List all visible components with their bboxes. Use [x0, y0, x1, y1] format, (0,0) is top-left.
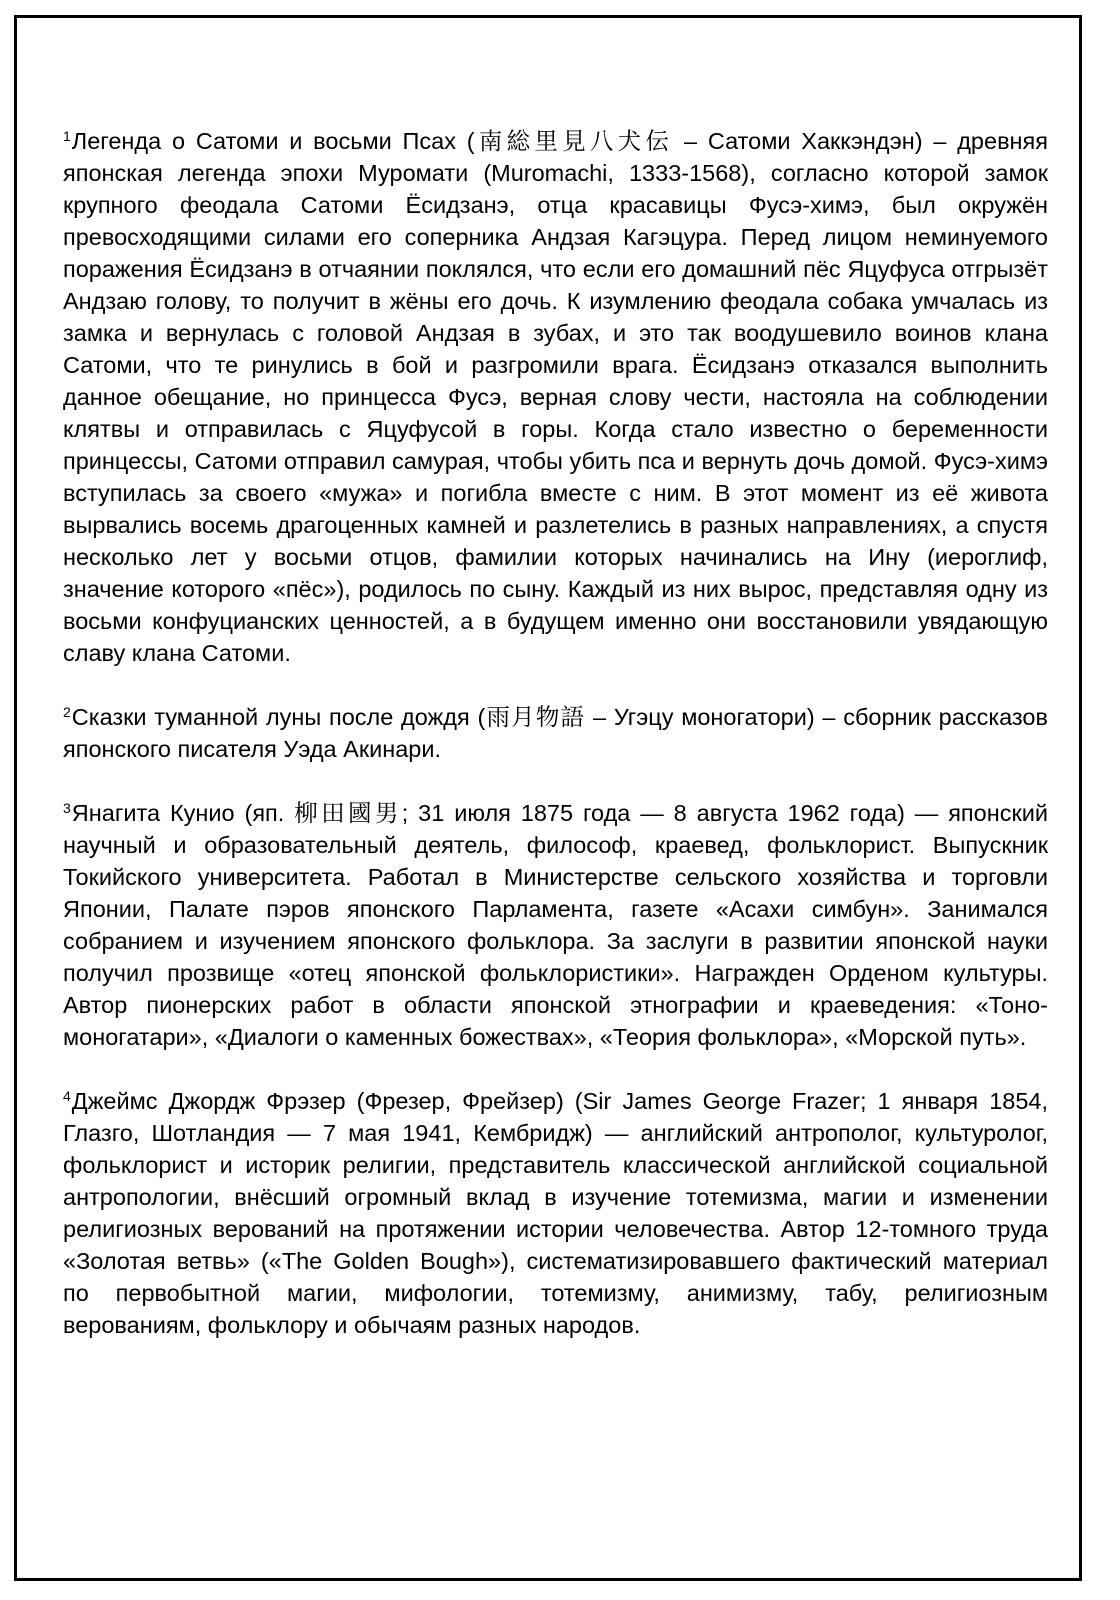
footnotes-section	[63, 125, 1048, 1373]
footnote-4	[63, 1085, 1048, 1341]
footnote-marker: 1	[63, 128, 71, 144]
footnote-text: Джеймс Джордж Фрэзер (Фрезер, Фрейзер) (Sir James George Frazer; 1 января 1854, Глазго, Шотландия — 7 мая 1941, Кембридж) — английский антрополог, культуролог, фольклорист и историк религии, представитель классической английской социальной антропологии, внёсший огромный вклад в изучение тотемизма, магии и изменении религиозных верований на протяжении истории человечества. Автор 12-томного труда «Золотая ветвь» («The Golden Bough»), систематизировавшего фактический материал по первобытной магии, мифологии, тотемизму, анимизму, табу, религиозным верованиям, фольклору и обычаям разных народов.	[63, 1088, 1048, 1338]
footnote-marker: 3	[63, 800, 71, 816]
footnote-text: Сказки туманной луны после дождя (雨月物語 – Угэцу моногатори) – сборник рассказов японского писателя Уэда Акинари.	[63, 704, 1048, 762]
footnote-3	[63, 797, 1048, 1053]
footnote-marker: 2	[63, 704, 71, 720]
footnote-text: Легенда о Сатоми и восьми Псах (南総里見八犬伝 – Сатоми Хаккэндэн) – древняя японская легенда эпохи Муромати (Muromachi, 1333-1568), согласно которой замок крупного феодала Сатоми Ёсидзанэ, отца красавицы Фусэ-химэ, был окружён превосходящими силами его соперника Андзая Кагэцура. Перед лицом неминуемого поражения Ёсидзанэ в отчаянии поклялся, что если его домашний пёс Яцуфуса отгрызёт Андзаю голову, то получит в жёны его дочь. К изумлению феодала собака умчалась из замка и вернулась с головой Андзая в зубах, и это так воодушевило воинов клана Сатоми, что те ринулись в бой и разгромили врага. Ёсидзанэ отказался выполнить данное обещание, но принцесса Фусэ, верная слову чести, настояла на соблюдении клятвы и отправилась с Яцуфусой в горы. Когда стало известно о беременности принцессы, Сатоми отправил самурая, чтобы убить пса и вернуть дочь домой. Фусэ-химэ вступилась за своего «мужа» и погибла вместе с ним. В этот момент из её живота вырвались восемь драгоценных камней и разлетелись в разных направлениях, а спустя несколько лет у восьми отцов, фамилии которых начинались на Ину (иероглиф, значение которого «пёс»), родилось по сыну. Каждый из них вырос, представляя одну из восьми конфуцианских ценностей, а в будущем именно они восстановили увядающую славу клана Сатоми.	[63, 128, 1048, 666]
footnote-marker: 4	[63, 1088, 71, 1104]
footnote-text: Янагита Кунио (яп. 柳田國男; 31 июля 1875 года — 8 августа 1962 года) — японский научный и образовательный деятель, философ, краевед, фольклорист. Выпускник Токийского университета. Работал в Министерстве сельского хозяйства и торговли Японии, Палате пэров японского Парламента, газете «Асахи симбун». Занимался собранием и изучением японского фольклора. За заслуги в развитии японской науки получил прозвище «отец японской фольклористики». Награжден Орденом культуры. Автор пионерских работ в области японской этнографии и краеведения: «Тоно-моногатари», «Диалоги о каменных божествах», «Теория фольклора», «Морской путь».	[63, 800, 1048, 1050]
footnote-2	[63, 701, 1048, 765]
footnote-1	[63, 125, 1048, 669]
